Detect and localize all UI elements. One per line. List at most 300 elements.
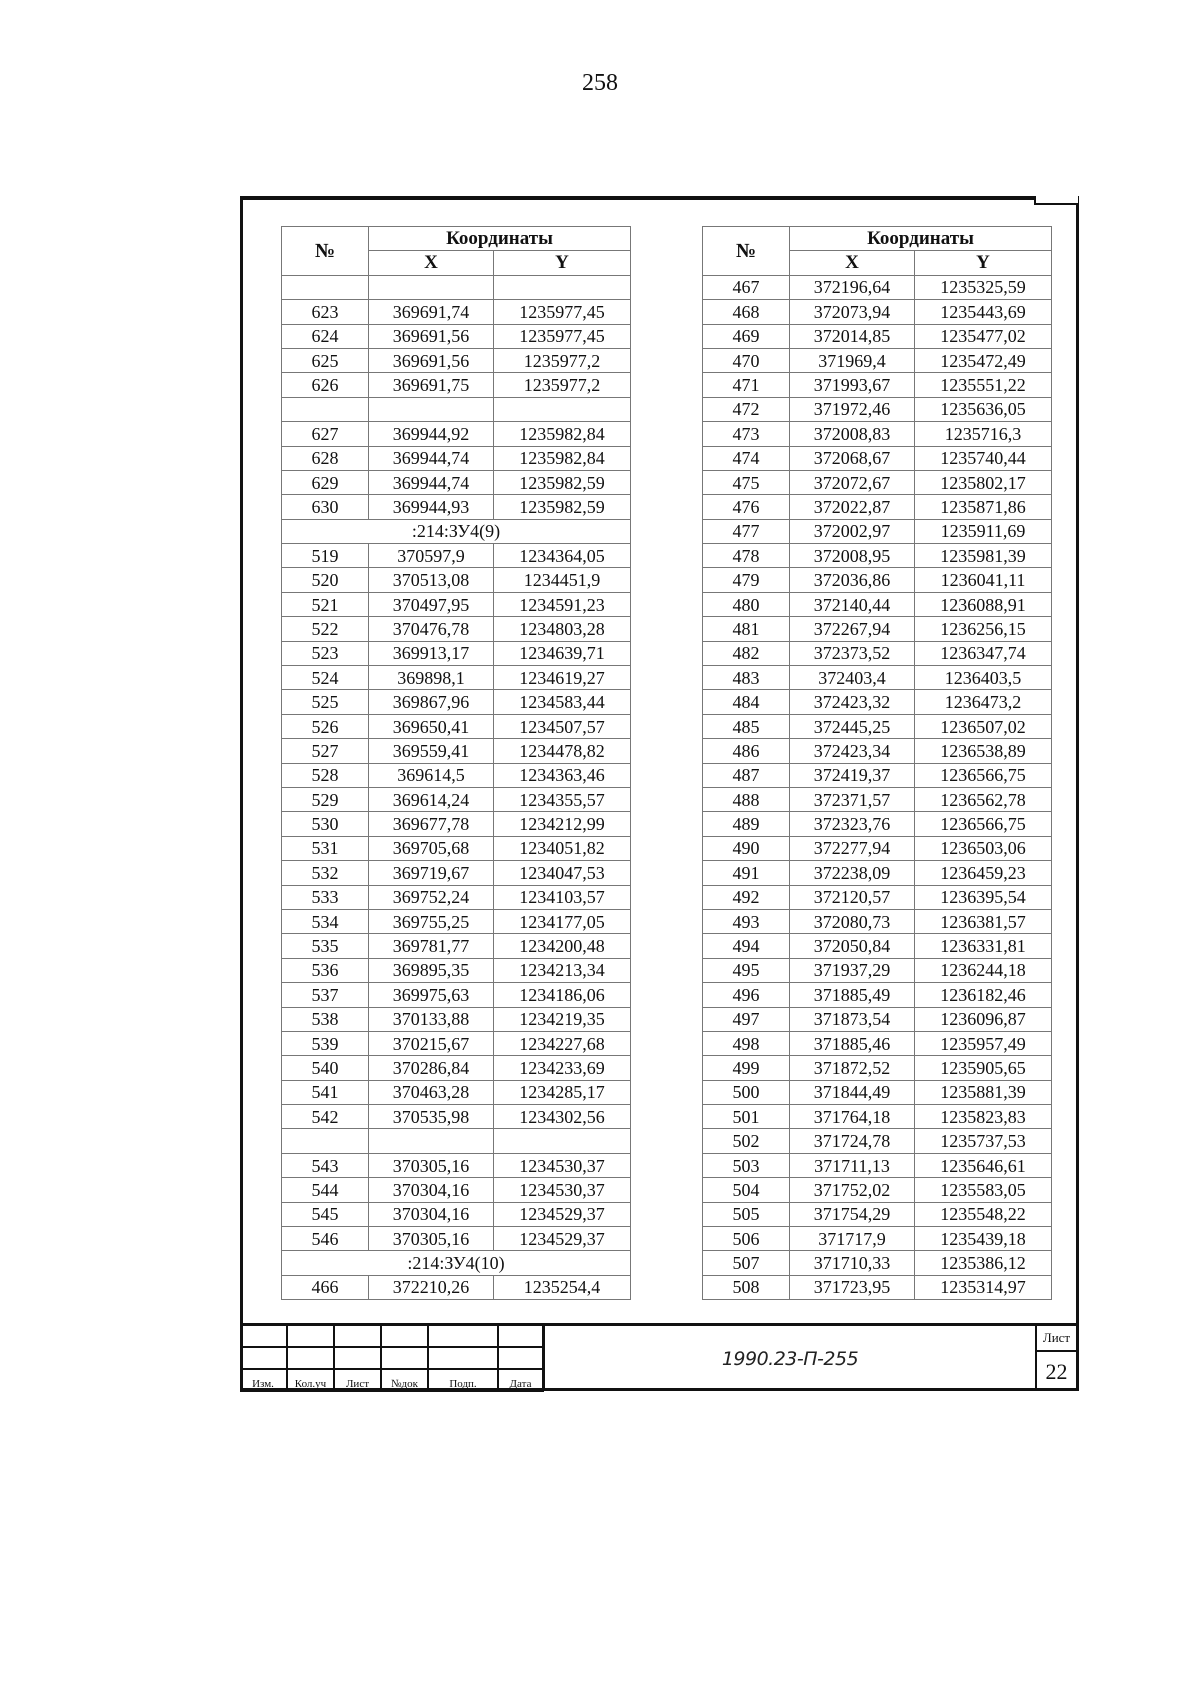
coord-x: 372050,84 [790,934,915,958]
coord-y: 1236507,02 [915,714,1052,738]
table-row [703,1031,1052,1055]
coord-y: 1234591,23 [494,592,631,616]
coord-x: 370305,16 [369,1153,494,1177]
sheet-label: Лист [1037,1326,1076,1352]
point-number: 467 [703,275,790,299]
coord-x: 369867,96 [369,690,494,714]
point-number: 494 [703,934,790,958]
coord-y: 1235325,59 [915,275,1052,299]
coord-y: 1236041,11 [915,568,1052,592]
coord-x: 371717,9 [790,1227,915,1251]
point-number: 472 [703,397,790,421]
point-number: 495 [703,958,790,982]
point-number: 541 [282,1080,369,1104]
column-header-y: Y [915,251,1052,275]
point-number: 626 [282,373,369,397]
table-row [282,1153,631,1177]
coord-x: 371872,52 [790,1056,915,1080]
point-number: 530 [282,812,369,836]
point-number: 473 [703,422,790,446]
coord-x: 370304,16 [369,1202,494,1226]
coord-x: 372423,32 [790,690,915,714]
coord-y: 1236459,23 [915,861,1052,885]
coord-x: 372022,87 [790,495,915,519]
coord-x [369,397,494,421]
coord-x: 370476,78 [369,617,494,641]
table-row [703,1056,1052,1080]
coord-y: 1234355,57 [494,787,631,811]
coord-y: 1234233,69 [494,1056,631,1080]
coord-y: 1234478,82 [494,739,631,763]
coord-y: 1236566,75 [915,763,1052,787]
point-number: 540 [282,1056,369,1080]
coord-y: 1235386,12 [915,1251,1052,1275]
table-row [282,763,631,787]
coord-y: 1236347,74 [915,641,1052,665]
table-row [282,1202,631,1226]
coord-y: 1236096,87 [915,1007,1052,1031]
coord-y: 1235551,22 [915,373,1052,397]
table-row [282,983,631,1007]
coord-y: 1235982,84 [494,422,631,446]
coord-x: 371885,49 [790,983,915,1007]
table-row [703,714,1052,738]
coord-x: 372120,57 [790,885,915,909]
coord-x: 371723,95 [790,1275,915,1299]
table-row [703,300,1052,324]
coord-y [494,397,631,421]
point-number: 468 [703,300,790,324]
coord-x: 371754,29 [790,1202,915,1226]
column-header-coordinates: Координаты [790,227,1052,251]
table-row [703,836,1052,860]
point-number: 519 [282,544,369,568]
point-number: 522 [282,617,369,641]
table-row [703,1275,1052,1299]
grid-cell [498,1347,543,1369]
point-number: 487 [703,763,790,787]
point-number: 543 [282,1153,369,1177]
coord-y: 1235977,45 [494,324,631,348]
coord-x: 369944,92 [369,422,494,446]
point-number: 483 [703,666,790,690]
coord-x: 370215,67 [369,1031,494,1055]
coord-x: 372267,94 [790,617,915,641]
section-label: :214:ЗУ4(10) [282,1251,631,1275]
point-number: 492 [703,885,790,909]
coord-x: 372068,67 [790,446,915,470]
coord-y: 1234186,06 [494,983,631,1007]
coord-x: 372036,86 [790,568,915,592]
table-row [282,836,631,860]
coord-x: 372002,97 [790,519,915,543]
point-number: 542 [282,1105,369,1129]
point-number: 490 [703,836,790,860]
table-row [282,446,631,470]
coord-x: 369944,93 [369,495,494,519]
point-number: 537 [282,983,369,1007]
coord-y: 1235477,02 [915,324,1052,348]
coord-x: 372072,67 [790,470,915,494]
coord-y: 1235802,17 [915,470,1052,494]
coord-y: 1236395,54 [915,885,1052,909]
table-row [703,422,1052,446]
coord-y: 1235254,4 [494,1275,631,1299]
coord-y: 1235981,39 [915,544,1052,568]
grid-cell [334,1347,381,1369]
coord-x: 369691,56 [369,324,494,348]
coord-x: 369781,77 [369,934,494,958]
coord-y: 1234529,37 [494,1227,631,1251]
table-row [282,1080,631,1104]
point-number [282,275,369,299]
coord-x: 371724,78 [790,1129,915,1153]
table-row [282,495,631,519]
point-number: 526 [282,714,369,738]
coord-y: 1236331,81 [915,934,1052,958]
column-header-coordinates: Координаты [369,227,631,251]
point-number: 544 [282,1178,369,1202]
point-number: 523 [282,641,369,665]
coord-x: 369650,41 [369,714,494,738]
table-row [282,934,631,958]
label-sheet: Лист [334,1369,381,1391]
coord-y: 1234363,46 [494,763,631,787]
coord-x: 372277,94 [790,836,915,860]
coord-y: 1234047,53 [494,861,631,885]
point-number: 535 [282,934,369,958]
coord-y: 1236562,78 [915,787,1052,811]
table-row [282,397,631,421]
coord-x [369,1129,494,1153]
coord-y: 1235636,05 [915,397,1052,421]
coord-x: 371969,4 [790,348,915,372]
coord-y: 1235905,65 [915,1056,1052,1080]
coord-x: 369614,24 [369,787,494,811]
point-number: 527 [282,739,369,763]
table-row [703,1129,1052,1153]
coord-y: 1235871,86 [915,495,1052,519]
point-number: 475 [703,470,790,494]
point-number: 532 [282,861,369,885]
coord-x: 371937,29 [790,958,915,982]
coord-x: 369705,68 [369,836,494,860]
coord-x: 369913,17 [369,641,494,665]
point-number: 521 [282,592,369,616]
coord-x: 372014,85 [790,324,915,348]
coord-y: 1236538,89 [915,739,1052,763]
coord-y: 1234227,68 [494,1031,631,1055]
point-number: 502 [703,1129,790,1153]
grid-cell [334,1326,381,1347]
coord-y: 1235548,22 [915,1202,1052,1226]
coord-x: 369559,41 [369,739,494,763]
sheet-number: 22 [1045,1359,1068,1384]
point-number: 529 [282,787,369,811]
table-row [282,1105,631,1129]
table-row [282,617,631,641]
point-number: 486 [703,739,790,763]
point-number: 466 [282,1275,369,1299]
coord-x: 372445,25 [790,714,915,738]
table-row [282,690,631,714]
point-number: 489 [703,812,790,836]
coord-x: 372008,83 [790,422,915,446]
coord-x: 369752,24 [369,885,494,909]
coord-y: 1234530,37 [494,1153,631,1177]
table-row [703,812,1052,836]
table-row [703,787,1052,811]
point-number: 545 [282,1202,369,1226]
table-row [703,495,1052,519]
point-number: 493 [703,909,790,933]
point-number: 498 [703,1031,790,1055]
table-row [703,470,1052,494]
table-row [703,1202,1052,1226]
table-row [703,983,1052,1007]
coord-x: 371710,33 [790,1251,915,1275]
coord-x: 371711,13 [790,1153,915,1177]
coord-y: 1234803,28 [494,617,631,641]
coord-y: 1234219,35 [494,1007,631,1031]
coord-y: 1234285,17 [494,1080,631,1104]
table-row [282,787,631,811]
table-row [703,641,1052,665]
coord-x: 371993,67 [790,373,915,397]
table-row [282,275,631,299]
coord-y: 1235716,3 [915,422,1052,446]
table-row [703,519,1052,543]
coord-y: 1234529,37 [494,1202,631,1226]
coord-x: 372373,52 [790,641,915,665]
table-row [703,909,1052,933]
frame-corner-tab [1034,196,1078,205]
point-number: 624 [282,324,369,348]
coord-x: 370304,16 [369,1178,494,1202]
point-number [282,397,369,421]
coord-y: 1236403,5 [915,666,1052,690]
coord-y: 1235982,84 [494,446,631,470]
point-number: 491 [703,861,790,885]
point-number: 470 [703,348,790,372]
section-label: :214:ЗУ4(9) [282,519,631,543]
point-number: 524 [282,666,369,690]
grid-cell [240,1326,287,1347]
table-row [282,324,631,348]
coord-y: 1236473,2 [915,690,1052,714]
point-number: 497 [703,1007,790,1031]
coord-y: 1234619,27 [494,666,631,690]
table-row [282,1178,631,1202]
coord-x: 369755,25 [369,909,494,933]
coord-y: 1235977,45 [494,300,631,324]
label-quantity: Кол.уч [287,1369,334,1391]
point-number: 536 [282,958,369,982]
coord-x: 370133,88 [369,1007,494,1031]
point-number: 485 [703,714,790,738]
coord-y: 1235911,69 [915,519,1052,543]
point-number: 496 [703,983,790,1007]
table-row [282,470,631,494]
point-number: 499 [703,1056,790,1080]
coord-y: 1234639,71 [494,641,631,665]
coord-x: 372140,44 [790,592,915,616]
section-row [282,519,631,543]
coord-y: 1235443,69 [915,300,1052,324]
coord-x: 369944,74 [369,446,494,470]
point-number: 503 [703,1153,790,1177]
coord-x: 369895,35 [369,958,494,982]
coord-x: 372419,37 [790,763,915,787]
table-row [703,397,1052,421]
coord-y: 1235957,49 [915,1031,1052,1055]
coord-y: 1235881,39 [915,1080,1052,1104]
table-row [282,1275,631,1299]
coord-x: 372371,57 [790,787,915,811]
coord-x: 369691,74 [369,300,494,324]
coord-y: 1236566,75 [915,812,1052,836]
table-row [703,568,1052,592]
coord-x: 372210,26 [369,1275,494,1299]
point-number: 488 [703,787,790,811]
table-row [703,348,1052,372]
point-number [282,1129,369,1153]
table-row [703,1153,1052,1177]
table-row [282,348,631,372]
point-number: 500 [703,1080,790,1104]
table-row [703,934,1052,958]
point-number: 506 [703,1227,790,1251]
table-row [703,1080,1052,1104]
point-number: 628 [282,446,369,470]
point-number: 525 [282,690,369,714]
coord-y: 1236182,46 [915,983,1052,1007]
grid-cell [287,1347,334,1369]
table-row [282,1129,631,1153]
document-code: 1990.23-П-255 [543,1326,1035,1391]
grid-cell [428,1326,498,1347]
coord-x: 369614,5 [369,763,494,787]
table-row [703,1105,1052,1129]
point-number: 538 [282,1007,369,1031]
table-row [703,861,1052,885]
coord-y: 1235977,2 [494,373,631,397]
coord-x: 371885,46 [790,1031,915,1055]
sheet-box [1035,1326,1076,1391]
column-header-x: X [790,251,915,275]
point-number: 528 [282,763,369,787]
coord-x: 372238,09 [790,861,915,885]
table-row [703,885,1052,909]
coord-y [494,275,631,299]
coord-x: 370463,28 [369,1080,494,1104]
table-row [282,958,631,982]
table-row [282,373,631,397]
point-number: 505 [703,1202,790,1226]
coord-x: 371873,54 [790,1007,915,1031]
table-row [282,812,631,836]
coord-y: 1235472,49 [915,348,1052,372]
coord-y: 1234103,57 [494,885,631,909]
coord-y [494,1129,631,1153]
coord-y: 1235583,05 [915,1178,1052,1202]
coord-y: 1236503,06 [915,836,1052,860]
point-number: 625 [282,348,369,372]
coord-x: 369944,74 [369,470,494,494]
coord-y: 1234200,48 [494,934,631,958]
table-row [703,1007,1052,1031]
table-row [282,300,631,324]
coord-x: 372196,64 [790,275,915,299]
grid-cell [498,1326,543,1347]
point-number: 471 [703,373,790,397]
point-number: 539 [282,1031,369,1055]
section-row [282,1251,631,1275]
table-row [703,592,1052,616]
point-number: 546 [282,1227,369,1251]
grid-cell [428,1347,498,1369]
coord-x: 369677,78 [369,812,494,836]
coord-x: 369691,75 [369,373,494,397]
coord-x: 369719,67 [369,861,494,885]
coord-y: 1234364,05 [494,544,631,568]
coord-x: 372423,34 [790,739,915,763]
coord-x: 371752,02 [790,1178,915,1202]
coord-y: 1234507,57 [494,714,631,738]
revision-grid [240,1326,544,1392]
coord-y: 1235737,53 [915,1129,1052,1153]
column-header-number: № [282,227,369,276]
table-row [703,617,1052,641]
point-number: 481 [703,617,790,641]
coord-x: 372008,95 [790,544,915,568]
grid-cell [381,1326,428,1347]
label-signature: Подп. [428,1369,498,1391]
table-row [282,544,631,568]
point-number: 474 [703,446,790,470]
point-number: 629 [282,470,369,494]
table-row [282,422,631,446]
coord-x: 372073,94 [790,300,915,324]
point-number: 627 [282,422,369,446]
coord-x: 369691,56 [369,348,494,372]
page-number: 258 [582,70,618,96]
point-number: 623 [282,300,369,324]
coord-y: 1235977,2 [494,348,631,372]
coord-y: 1235646,61 [915,1153,1052,1177]
coord-x: 370286,84 [369,1056,494,1080]
point-number: 477 [703,519,790,543]
coord-x: 370497,95 [369,592,494,616]
table-row [282,1227,631,1251]
table-row [703,1227,1052,1251]
coord-x: 370535,98 [369,1105,494,1129]
coord-x: 370513,08 [369,568,494,592]
grid-cell [240,1347,287,1369]
coord-y: 1234583,44 [494,690,631,714]
coord-y: 1234213,34 [494,958,631,982]
coord-y: 1236256,15 [915,617,1052,641]
point-number: 504 [703,1178,790,1202]
coord-x: 371764,18 [790,1105,915,1129]
coord-y: 1234302,56 [494,1105,631,1129]
coord-y: 1235439,18 [915,1227,1052,1251]
column-header-x: X [369,251,494,275]
coord-x: 369898,1 [369,666,494,690]
point-number: 478 [703,544,790,568]
coord-x: 369975,63 [369,983,494,1007]
coord-x: 372403,4 [790,666,915,690]
